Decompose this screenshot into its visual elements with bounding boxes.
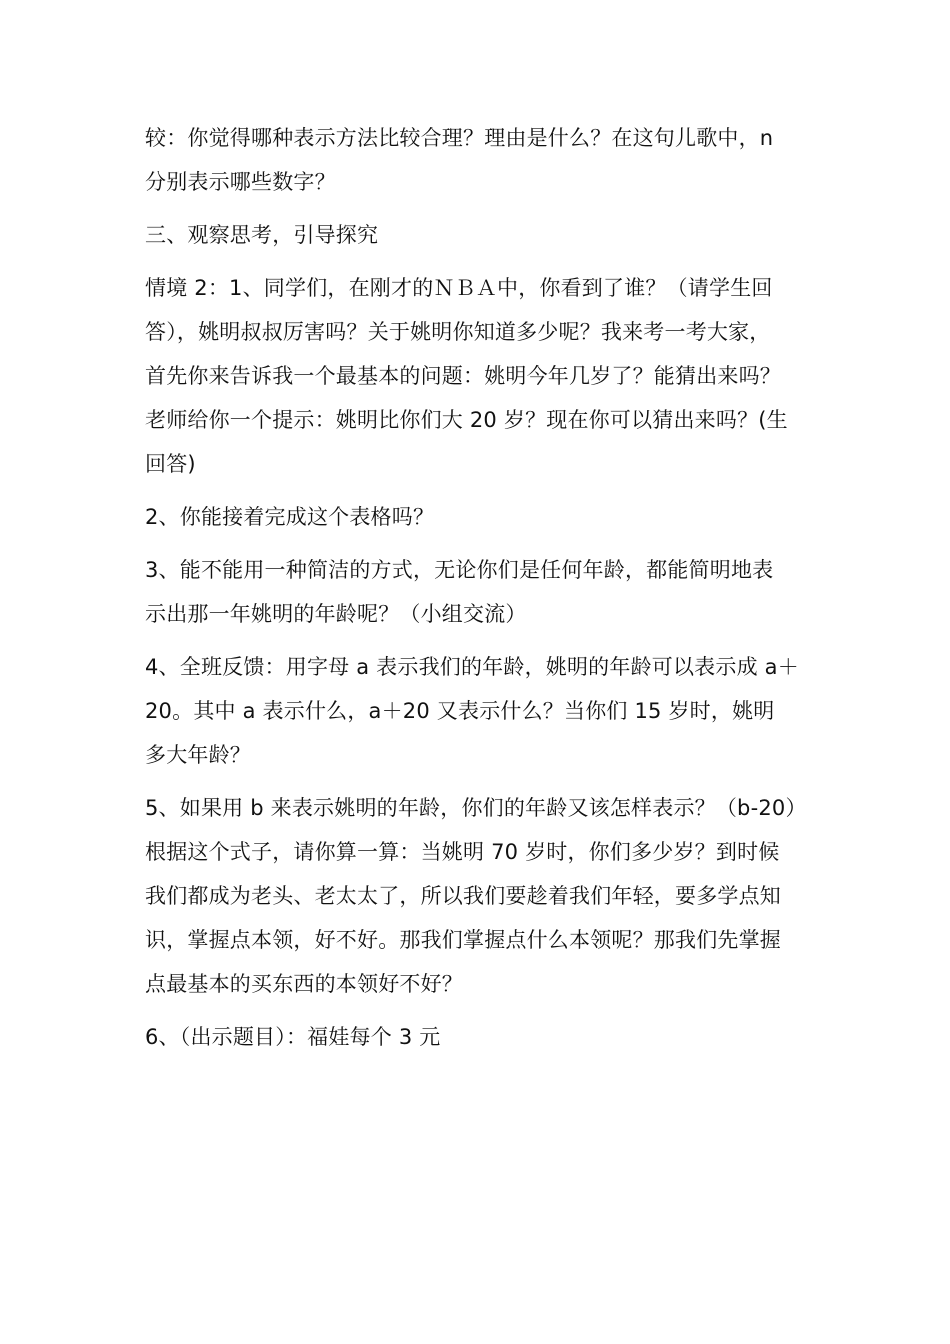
text-line: 较：你觉得哪种表示方法比较合理？理由是什么？在这句儿歌中，n [145, 126, 774, 150]
paragraph-step-5 [145, 786, 810, 1006]
text-line: 首先你来告诉我一个最基本的问题：姚明今年几岁了？能猜出来吗？ [145, 364, 781, 388]
text-line: 示出那一年姚明的年龄呢？（小组交流） [145, 602, 527, 626]
text-line: 分别表示哪些数字？ [145, 170, 336, 194]
text-line: 多大年龄？ [145, 743, 251, 767]
text-line: 识，掌握点本领，好不好。那我们掌握点什么本领呢？那我们先掌握 [145, 928, 781, 952]
paragraph-step-2 [145, 495, 810, 539]
text-line: 3、能不能用一种简洁的方式，无论你们是任何年龄，都能简明地表 [145, 558, 774, 582]
text-line: 20。其中 a 表示什么，a＋20 又表示什么？当你们 15 岁时，姚明 [145, 699, 775, 723]
text-line: 答），姚明叔叔厉害吗？关于姚明你知道多少呢？我来考一考大家， [145, 320, 771, 344]
text-line: 老师给你一个提示：姚明比你们大 20 岁？现在你可以猜出来吗？(生 [145, 408, 788, 432]
section-heading-observe-explore [145, 213, 810, 257]
text-line: 我们都成为老头、老太太了，所以我们要趁着我们年轻，要多学点知 [145, 884, 781, 908]
text-line: 4、全班反馈：用字母 a 表示我们的年龄，姚明的年龄可以表示成 a＋ [145, 655, 799, 679]
section-heading-text: 三、观察思考，引导探究 [145, 223, 379, 247]
paragraph-step-3 [145, 548, 810, 636]
text-line: 点最基本的买东西的本领好不好？ [145, 972, 463, 996]
text-line: 回答) [145, 452, 196, 476]
text-line: 根据这个式子，请你算一算：当姚明 70 岁时，你们多少岁？到时候 [145, 840, 780, 864]
text-line: 6、（出示题目）：福娃每个 3 元 [145, 1025, 441, 1049]
paragraph-comparison-question [145, 116, 810, 204]
document-body [145, 116, 810, 1068]
paragraph-scenario-2 [145, 266, 810, 486]
paragraph-step-6 [145, 1015, 810, 1059]
text-line: 情境 2：1、同学们，在刚才的ＮＢＡ中，你看到了谁？（请学生回 [145, 276, 773, 300]
paragraph-step-4 [145, 645, 810, 777]
text-line: 2、你能接着完成这个表格吗？ [145, 505, 435, 529]
text-line: 5、如果用 b 来表示姚明的年龄，你们的年龄又该怎样表示？（b-20） [145, 796, 807, 820]
